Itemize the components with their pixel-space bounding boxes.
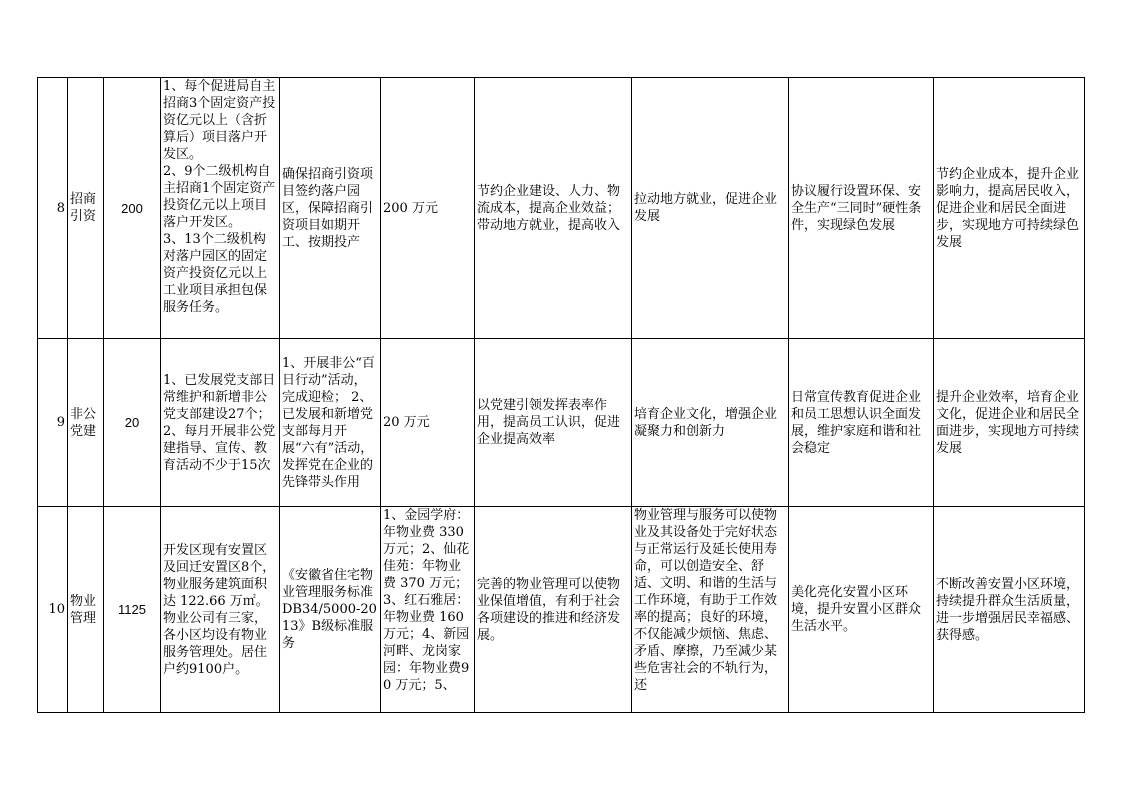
- project-cost: 200 万元: [381, 78, 475, 339]
- economic-benefit: 完善的物业管理可以使物业保值增值，有利于社会各项建设的推进和经济发展。: [475, 507, 632, 713]
- project-standard: 1、开展非公“百日行动”活动，完成迎检； 2、已发展和新增党支部每月开展“六有”活动，发挥党在企业的先锋带头作用: [280, 339, 381, 507]
- project-name: 物业管理: [68, 507, 104, 713]
- project-name: 招商引资: [68, 78, 104, 339]
- social-benefit: 培育企业文化，增强企业凝聚力和创新力: [632, 339, 789, 507]
- satisfaction-benefit: 不断改善安置小区环境，持续提升群众生活质量，进一步增强居民幸福感、获得感。: [934, 507, 1085, 713]
- table-row: [38, 339, 1085, 507]
- row-index: 8: [38, 78, 68, 339]
- project-standard: 确保招商引资项目签约落户园区，保障招商引资项目如期开工、按期投产: [280, 78, 381, 339]
- table-row: [38, 507, 1085, 713]
- row-index: 10: [38, 507, 68, 713]
- satisfaction-benefit: 节约企业成本，提升企业影响力，提高居民收入，促进企业和居民全面进步，实现地方可持续绿色发展: [934, 78, 1085, 339]
- project-table: [37, 77, 1085, 713]
- satisfaction-benefit: 提升企业效率，培育企业文化，促进企业和居民全面进步，实现地方可持续发展: [934, 339, 1085, 507]
- table-row: [38, 78, 1085, 339]
- row-index: 9: [38, 339, 68, 507]
- project-cost: 20 万元: [381, 339, 475, 507]
- project-amount: 20: [104, 339, 161, 507]
- ecological-benefit: 日常宣传教育促进企业和员工思想认识全面发展，维护家庭和谐和社会稳定: [789, 339, 934, 507]
- economic-benefit: 以党建引领发挥表率作用，提高员工认识，促进企业提高效率: [475, 339, 632, 507]
- ecological-benefit: 协议履行设置环保、安全生产“三同时”硬性条件，实现绿色发展: [789, 78, 934, 339]
- project-amount: 1125: [104, 507, 161, 713]
- social-benefit: [632, 507, 789, 713]
- social-benefit-text: 物业管理与服务可以使物业及其设备处于完好状态与正常运行及延长使用寿命，可以创造安全、舒适、文明、和谐的生活与工作环境，有助于工作效率的提高；良好的环境，不仅能减少烦恼、焦虑、矛盾、摩擦，乃至减少某些危害社会的不轨行为，还: [634, 508, 778, 693]
- project-content: [161, 78, 280, 339]
- project-content: 1、已发展党支部日常维护和新增非公党支部建设27个；2、每月开展非公党建指导、宣传、教育活动不少于15次: [161, 339, 280, 507]
- project-cost-text: 1、金园学府：年物业费 330万元；2、仙花佳苑：年物业费 370 万元；3、红石雅居：年物业费 160万元；4、新园河畔、龙岗家园：年物业费90 万元；5、: [383, 508, 470, 693]
- project-standard: 《安徽省住宅物业管理服务标准DB34/5000-2013》B级标准服务: [280, 507, 381, 713]
- project-name: 非公党建: [68, 339, 104, 507]
- project-cost: [381, 507, 475, 713]
- project-content-text: 1、每个促进局自主招商3个固定资产投资亿元以上（含折算后）项目落户开发区。 2、9个二级机构自主招商1个固定资产投资亿元以上项目落户开发区。 3、13个二级机构对落户园区的固定资产投资亿元以上工业项目承担包保服务任务。: [163, 79, 276, 315]
- project-content: 开发区现有安置区及回迁安置区8个，物业服务建筑面积达 122.66 万㎡。物业公司有三家，各小区均设有物业服务管理处。居住户约9100户。: [161, 507, 280, 713]
- project-amount: 200: [104, 78, 161, 339]
- economic-benefit: 节约企业建设、人力、物流成本，提高企业效益；带动地方就业，提高收入: [475, 78, 632, 339]
- ecological-benefit: 美化亮化安置小区环境，提升安置小区群众生活水平。: [789, 507, 934, 713]
- social-benefit: 拉动地方就业，促进企业发展: [632, 78, 789, 339]
